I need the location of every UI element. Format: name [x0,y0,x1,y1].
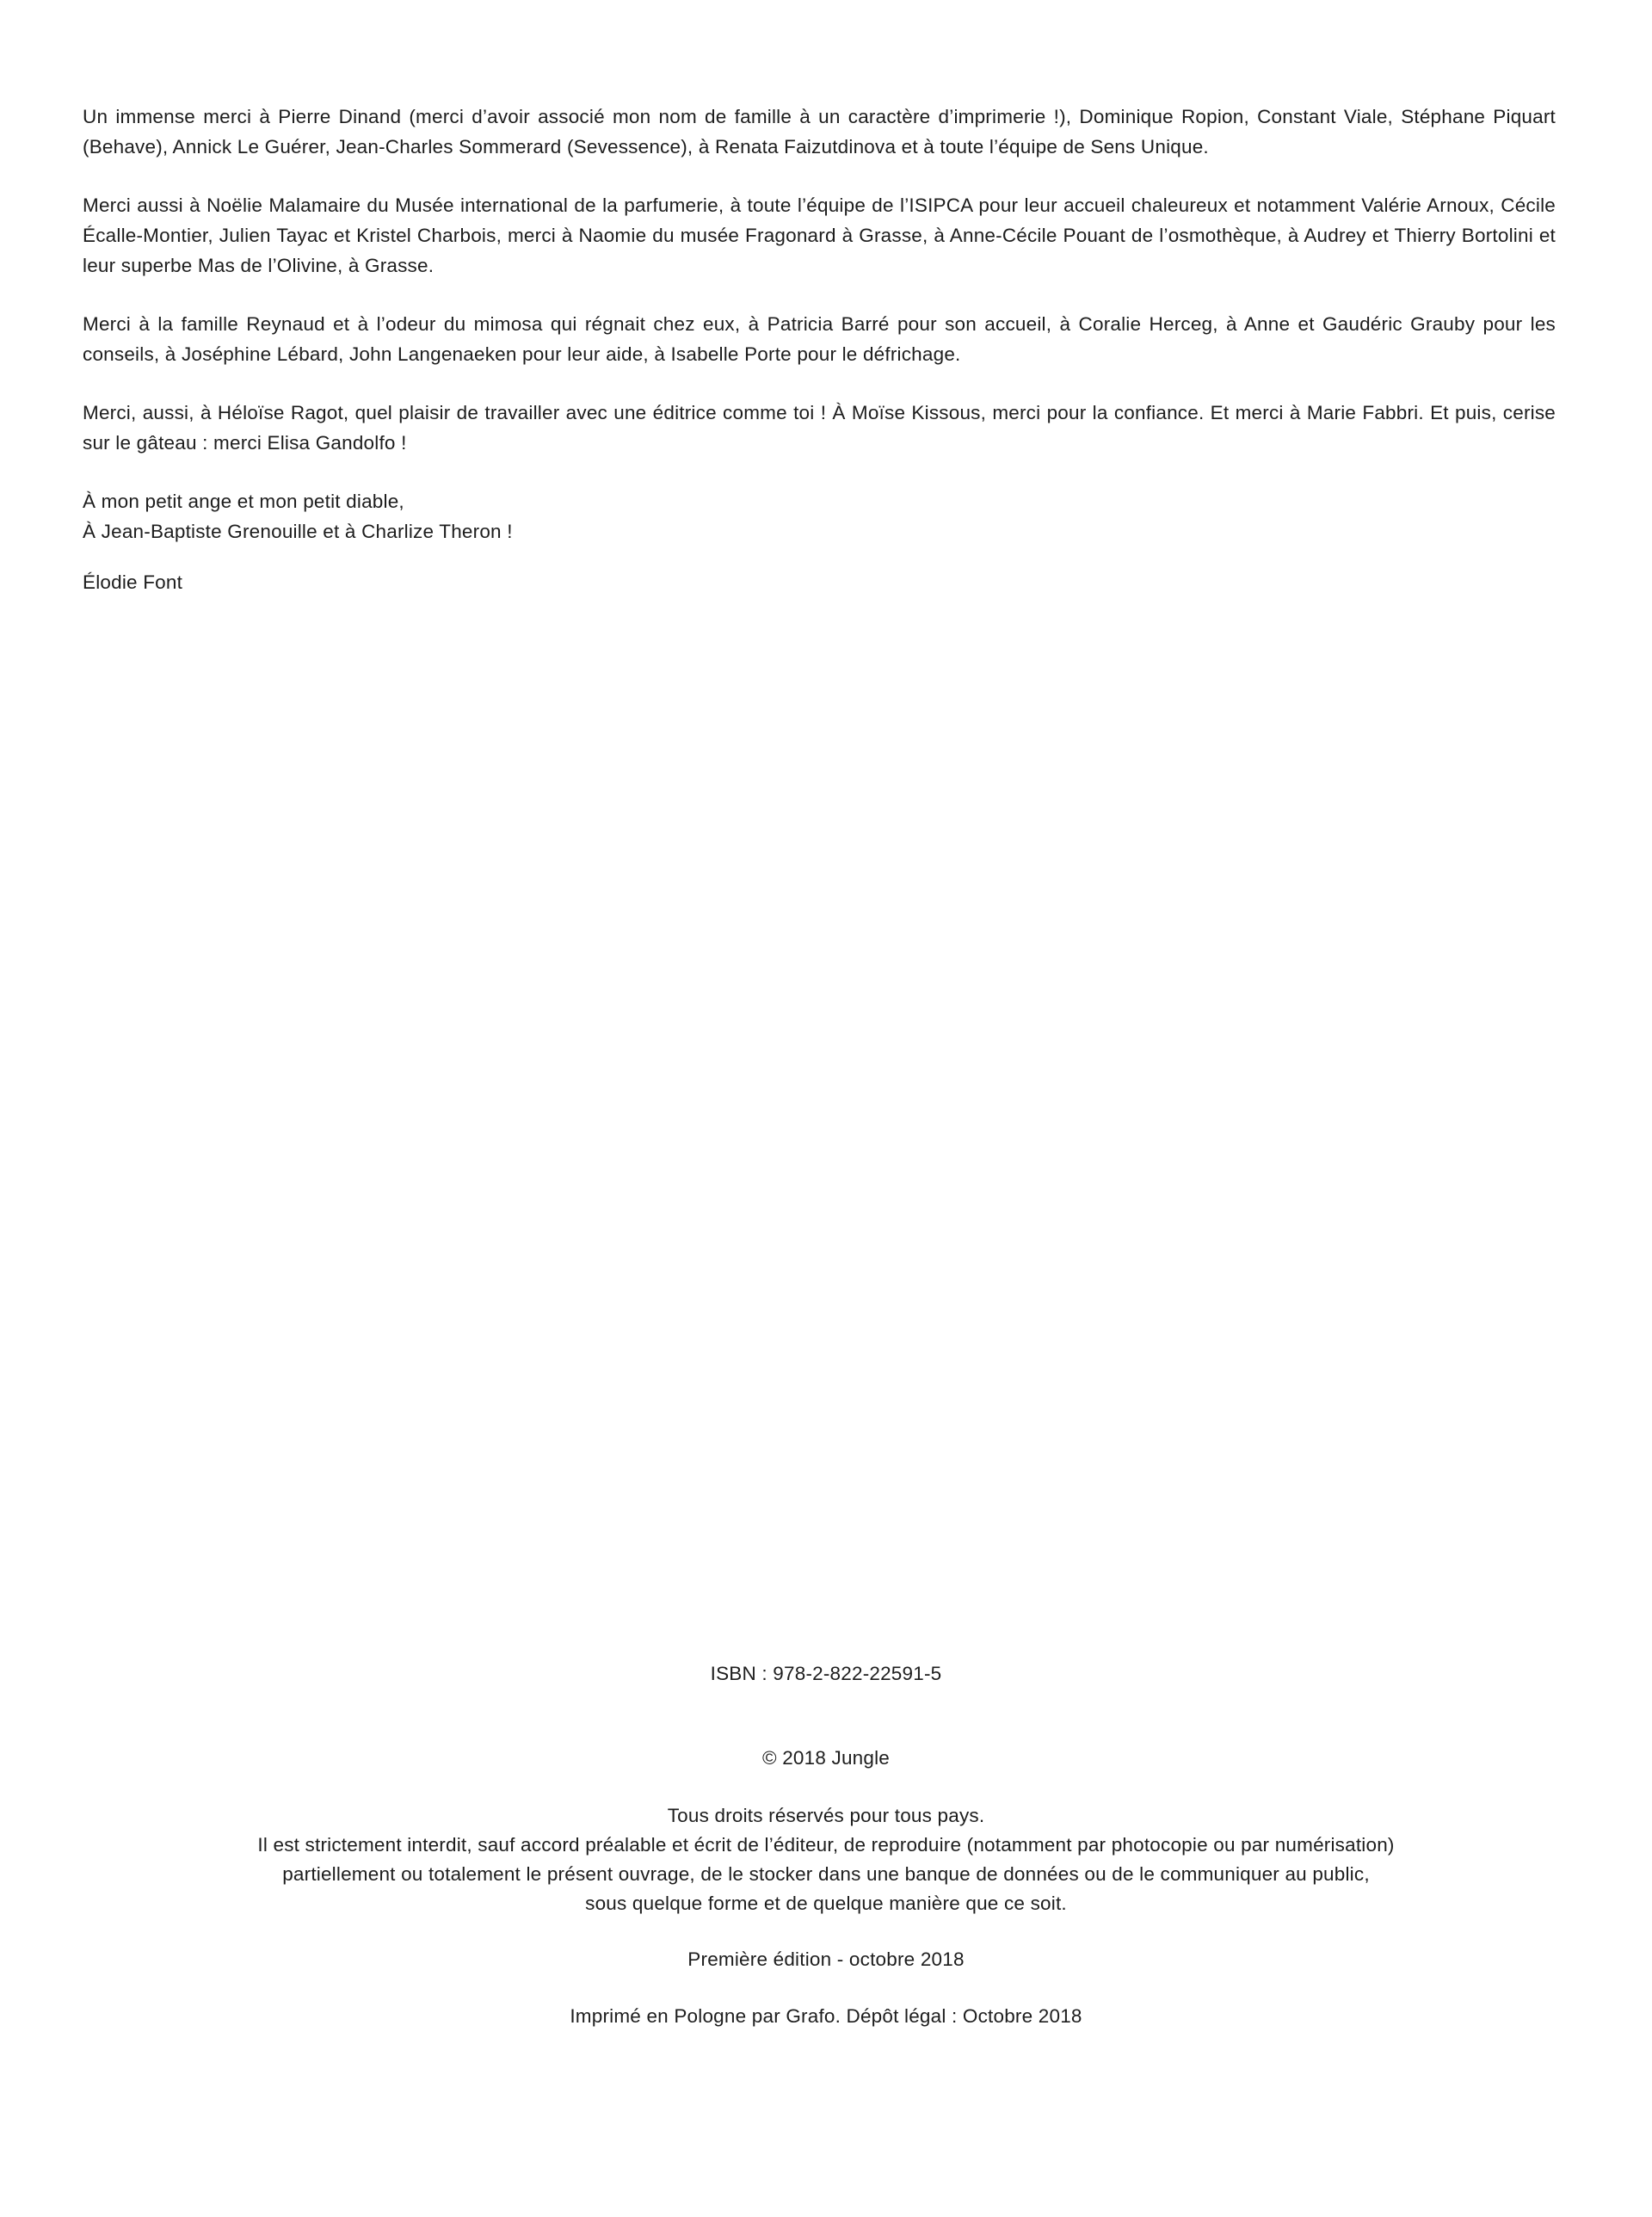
isbn-text: ISBN : 978-2-822-22591-5 [710,1663,942,1684]
rights-notice [0,1801,1652,1918]
acknowledgment-paragraph: Un immense merci à Pierre Dinand (merci d’avoir associé mon nom de famille à un caractère d’imprimerie !), Dominique Ropion, Constant Viale, Stéphane Piquart (Behave), Annick Le Guérer, Jean-Charles Sommerard (Sevessence), à Renata Faizutdinova et à toute l’équipe de Sens Unique. [83,106,1556,157]
printing-text: Imprimé en Pologne par Grafo. Dépôt légal : Octobre 2018 [570,2005,1082,2027]
dedication [83,486,1556,547]
dedication-line: À mon petit ange et mon petit diable, [83,491,404,512]
acknowledgments-section [83,102,1556,597]
author-signature: Élodie Font [83,571,183,593]
dedication-line: À Jean-Baptiste Grenouille et à Charlize Theron ! [83,521,513,542]
edition-text: Première édition - octobre 2018 [687,1948,965,1970]
rights-line: Tous droits réservés pour tous pays. [667,1805,985,1826]
copyright-text: © 2018 Jungle [761,1747,891,1769]
acknowledgment-paragraph: Merci, aussi, à Héloïse Ragot, quel plaisir de travailler avec une éditrice comme toi ! À Moïse Kissous, merci pour la confiance. Et merci à Marie Fabbri. Et puis, cerise sur le gâteau : merci Elisa Gandolfo ! [83,402,1556,454]
acknowledgment-paragraph: Merci à la famille Reynaud et à l’odeur du mimosa qui régnait chez eux, à Patricia Barré pour son accueil, à Coralie Herceg, à Anne et Gaudéric Grauby pour les conseils, à Joséphine Lébard, John Langenaeken pour leur aide, à Isabelle Porte pour le défrichage. [83,313,1556,365]
rights-line: Il est strictement interdit, sauf accord préalable et écrit de l’éditeur, de reproduire (notamment par photocopie ou par numérisation) [257,1834,1395,1856]
acknowledgment-paragraph: Merci aussi à Noëlie Malamaire du Musée international de la parfumerie, à toute l’équipe de l’ISIPCA pour leur accueil chaleureux et notamment Valérie Arnoux, Cécile Écalle-Montier, Julien Tayac et Kristel Charbois, merci à Naomie du musée Fragonard à Grasse, à Anne-Cécile Pouant de l’osmothèque, à Audrey et Thierry Bortolini et leur superbe Mas de l’Olivine, à Grasse. [83,195,1556,276]
rights-line: partiellement ou totalement le présent ouvrage, de le stocker dans une banque de données ou de le communiquer au public, [282,1863,1370,1885]
rights-line: sous quelque forme et de quelque manière que ce soit. [585,1893,1067,1914]
